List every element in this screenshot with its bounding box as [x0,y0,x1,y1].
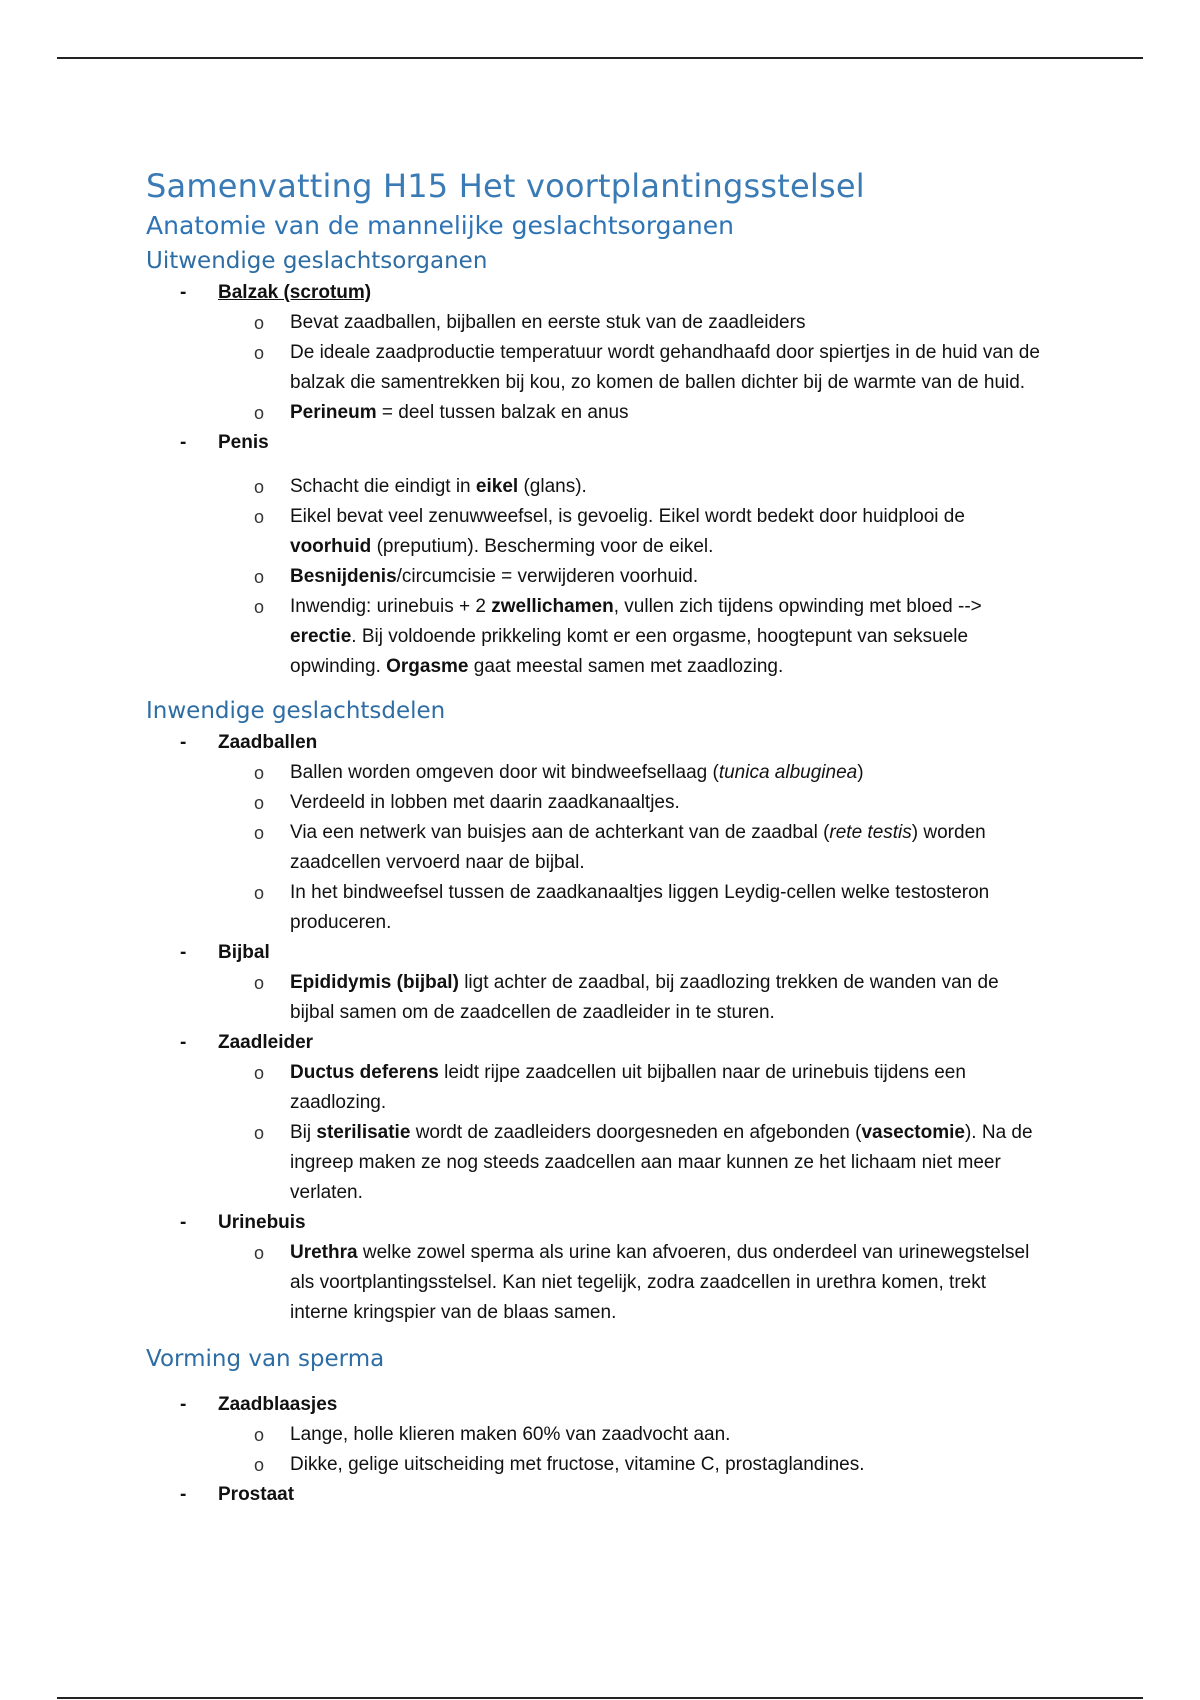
circle-bullet: o [254,567,265,587]
term-penis: Penis [218,432,269,453]
sub-item: o Bij sterilisatie wordt de zaadleiders doorgesneden en afgebonden (vasectomie). Na de ingreep maken ze nog steeds zaadcellen aan maar kunnen ze het lichaam niet meer verlaten. [146,1118,1046,1208]
list-item [146,1028,1046,1208]
list-item [146,1480,1046,1510]
circle-bullet: o [254,313,265,333]
sub-item: o Urethra welke zowel sperma als urine kan afvoeren, dus onderdeel van urinewegstelsel als voortplantingsstelsel. Kan niet tegelijk, zodra zaadcellen in urethra komen, trekt interne kringspier van de blaas samen. [146,1238,1046,1328]
section-heading-inwendige: Inwendige geslachtsdelen [146,698,446,724]
sub-item: o De ideale zaadproductie temperatuur wordt gehandhaafd door spiertjes in de huid van de balzak die samentrekken bij kou, zo komen de ballen dichter bij de warmte van de huid. [146,338,1046,398]
sub-item: o In het bindweefsel tussen de zaadkanaaltjes liggen Leydig-cellen welke testosteron produceren. [146,878,1046,938]
term-zaadleider: Zaadleider [218,1032,314,1053]
list-item [146,728,1046,938]
page-title: Samenvatting H15 Het voortplantingsstelsel [146,167,865,205]
sub-item: o Ductus deferens leidt rijpe zaadcellen uit bijballen naar de urinebuis tijdens een zaadlozing. [146,1058,1046,1118]
circle-bullet: o [254,823,265,843]
section-heading-uitwendige: Uitwendige geslachtsorganen [146,248,488,274]
circle-bullet: o [254,403,265,423]
circle-bullet: o [254,793,265,813]
list-item [146,1208,1046,1328]
list-item [146,938,1046,1028]
sub-item: o Eikel bevat veel zenuwweefsel, is gevoelig. Eikel wordt bedekt door huidplooi de voorhuid (preputium). Bescherming voor de eikel. [146,502,1046,562]
footer-rule [57,1697,1143,1699]
circle-bullet: o [254,1243,265,1263]
term-zaadballen: Zaadballen [218,732,318,753]
term-urinebuis: Urinebuis [218,1212,306,1233]
term-prostaat: Prostaat [218,1484,295,1505]
sub-list [218,1420,1046,1480]
sub-list [218,308,1046,428]
section-list [146,1390,1046,1510]
document-body [146,164,1046,1510]
dash-bullet: - [180,1212,187,1233]
dash-bullet: - [180,1032,187,1053]
sub-item: o Ballen worden omgeven door wit bindweefsellaag (tunica albuginea) [146,758,1046,788]
circle-bullet: o [254,597,265,617]
header-rule [57,57,1143,59]
section-list [146,728,1046,1328]
list-item [146,278,1046,428]
sub-list [218,758,1046,938]
dash-bullet: - [180,1484,187,1505]
dash-bullet: - [180,732,187,753]
page-subtitle: Anatomie van de mannelijke geslachtsorganen [146,211,734,240]
circle-bullet: o [254,1063,265,1083]
list-item [146,1390,1046,1480]
circle-bullet: o [254,1425,265,1445]
circle-bullet: o [254,973,265,993]
sub-item: o Epididymis (bijbal) ligt achter de zaadbal, bij zaadlozing trekken de wanden van de bijbal samen om de zaadcellen de zaadleider in te sturen. [146,968,1046,1028]
sub-item: o Lange, holle klieren maken 60% van zaadvocht aan. [146,1420,1046,1450]
circle-bullet: o [254,1123,265,1143]
dash-bullet: - [180,1394,187,1415]
sub-item: o Dikke, gelige uitscheiding met fructose, vitamine C, prostaglandines. [146,1450,1046,1480]
sub-list [218,1058,1046,1208]
dash-bullet: - [180,432,187,453]
list-item [146,428,1046,682]
sub-list [218,968,1046,1028]
sub-item: o Verdeeld in lobben met daarin zaadkanaaltjes. [146,788,1046,818]
sub-item: o Via een netwerk van buisjes aan de achterkant van de zaadbal (rete testis) worden zaadcellen vervoerd naar de bijbal. [146,818,1046,878]
section-list [146,278,1046,682]
term-balzak: Balzak (scrotum) [218,282,372,303]
sub-item: o Bevat zaadballen, bijballen en eerste stuk van de zaadleiders [146,308,1046,338]
sub-item: o Schacht die eindigt in eikel (glans). [146,472,1046,502]
dash-bullet: - [180,942,187,963]
term-bijbal: Bijbal [218,942,270,963]
sub-item: o Besnijdenis/circumcisie = verwijderen voorhuid. [146,562,1046,592]
dash-bullet: - [180,282,187,303]
section-heading-sperma: Vorming van sperma [146,1346,385,1372]
circle-bullet: o [254,477,265,497]
term-zaadblaasjes: Zaadblaasjes [218,1394,338,1415]
sub-list [218,1238,1046,1328]
sub-list [218,472,1046,682]
circle-bullet: o [254,883,265,903]
circle-bullet: o [254,507,265,527]
circle-bullet: o [254,763,265,783]
circle-bullet: o [254,1455,265,1475]
sub-item: o Inwendig: urinebuis + 2 zwellichamen, vullen zich tijdens opwinding met bloed --> erectie. Bij voldoende prikkeling komt er een orgasme, hoogtepunt van seksuele opwinding. Orgasme gaat meestal samen met zaadlozing. [146,592,1046,682]
circle-bullet: o [254,343,265,363]
sub-item: o Perineum = deel tussen balzak en anus [146,398,1046,428]
